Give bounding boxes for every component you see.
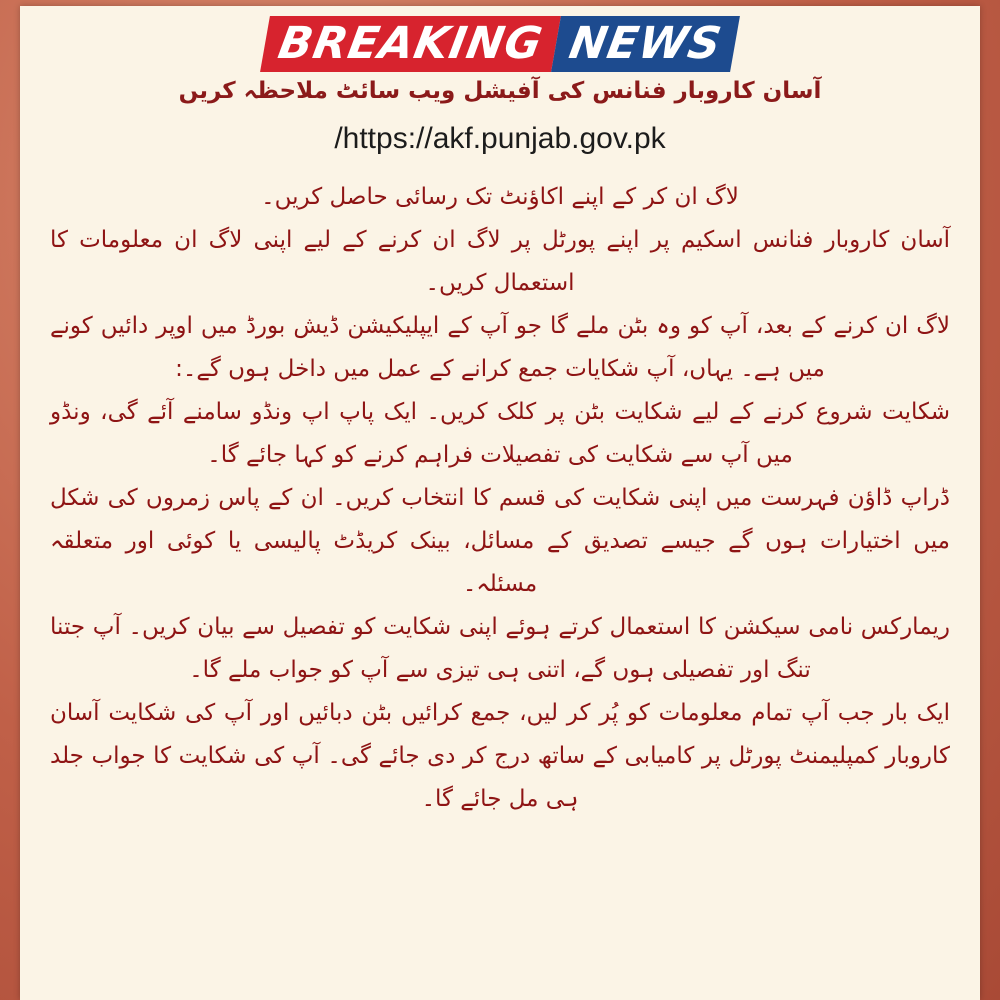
paragraph: آسان کاروبار فنانس اسکیم پر اپنے پورٹل پر لاگ ان کرنے کے لیے اپنی لاگ ان معلومات کا استعمال کریں۔ xyxy=(50,227,950,296)
news-card xyxy=(20,6,980,1000)
paragraph: شکایت شروع کرنے کے لیے شکایت بٹن پر کلک کریں۔ ایک پاپ اپ ونڈو سامنے آئے گی، ونڈو میں آپ سے شکایت کی تفصیلات فراہم کرنے کو کہا جائے گا۔ xyxy=(50,399,950,468)
headline: آسان کاروبار فنانس کی آفیشل ویب سائٹ ملاحظہ کریں xyxy=(178,78,822,104)
paragraph: ڈراپ ڈاؤن فہرست میں اپنی شکایت کی قسم کا انتخاب کریں۔ ان کے پاس زمروں کی شکل میں اختیارات ہوں گے جیسے تصدیق کے مسائل، بینک کریڈٹ پالیسی یا کوئی اور متعلقہ مسئلہ۔ xyxy=(50,485,950,597)
article-body xyxy=(50,176,950,821)
website-url: /https://akf.punjab.gov.pk xyxy=(334,122,666,155)
paragraph: لاگ ان کرنے کے بعد، آپ کو وہ بٹن ملے گا جو آپ کے ایپلیکیشن ڈیش بورڈ میں اوپر دائیں کونے میں ہے۔ یہاں، آپ شکایات جمع کرانے کے عمل میں داخل ہوں گے۔: xyxy=(50,313,950,382)
paragraph: لاگ ان کر کے اپنے اکاؤنٹ تک رسائی حاصل کریں۔ xyxy=(261,184,739,210)
paragraph: ایک بار جب آپ تمام معلومات کو پُر کر لیں، جمع کرائیں بٹن دبائیں اور آپ کی شکایت آسان کاروبار کمپلیمنٹ پورٹل پر کامیابی کے ساتھ درج کر دی جائے گی۔ آپ کی شکایت کا جواب جلد ہی مل جائے گا۔ xyxy=(50,700,950,812)
news-label: NEWS xyxy=(551,16,740,72)
breaking-label: BREAKING xyxy=(260,16,561,72)
breaking-news-banner xyxy=(20,16,980,72)
paragraph: ریمارکس نامی سیکشن کا استعمال کرتے ہوئے اپنی شکایت کو تفصیل سے بیان کریں۔ آپ جتنا تنگ اور تفصیلی ہوں گے، اتنی ہی تیزی سے آپ کو جواب ملے گا۔ xyxy=(50,614,950,683)
